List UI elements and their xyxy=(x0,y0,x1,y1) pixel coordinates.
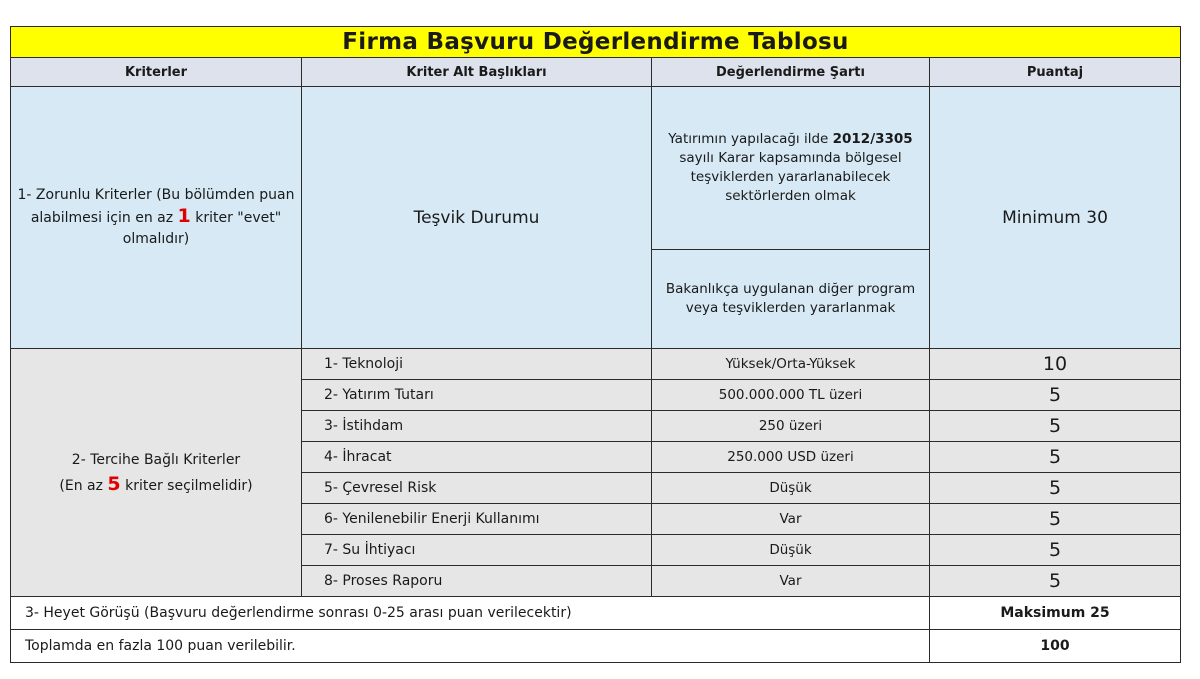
criterion-score: 5 xyxy=(930,504,1181,535)
criterion-name: 8- Proses Raporu xyxy=(302,566,652,597)
criterion-name: 6- Yenilenebilir Enerji Kullanımı xyxy=(302,504,652,535)
criterion-condition: Var xyxy=(652,504,930,535)
optional-criteria-cell: 2- Tercihe Bağlı Kriterler (En az 5 kriter seçilmelidir) xyxy=(11,349,302,597)
criterion-score: 5 xyxy=(930,380,1181,411)
criterion-score: 10 xyxy=(930,349,1181,380)
criterion-name: 1- Teknoloji xyxy=(302,349,652,380)
criterion-score: 5 xyxy=(930,411,1181,442)
criterion-condition: 250 üzeri xyxy=(652,411,930,442)
total-score: 100 xyxy=(930,630,1181,663)
header-criteria: Kriterler xyxy=(11,58,302,87)
criterion-score: 5 xyxy=(930,566,1181,597)
condition-regional-incentive: Yatırımın yapılacağı ilde 2012/3305 sayılı Karar kapsamında bölgesel teşviklerden yararlanabilecek sektörlerden olmak xyxy=(652,87,930,250)
criterion-condition: 500.000.000 TL üzeri xyxy=(652,380,930,411)
total-note-text: Toplamda en fazla 100 puan verilebilir. xyxy=(11,630,930,663)
incentive-status-cell: Teşvik Durumu xyxy=(302,87,652,349)
minimum-score-cell: Minimum 30 xyxy=(930,87,1181,349)
header-score: Puantaj xyxy=(930,58,1181,87)
criterion-condition: Düşük xyxy=(652,473,930,504)
criterion-condition: 250.000 USD üzeri xyxy=(652,442,930,473)
criterion-score: 5 xyxy=(930,473,1181,504)
header-condition: Değerlendirme Şartı xyxy=(652,58,930,87)
condition-other-programs: Bakanlıkça uygulanan diğer program veya teşviklerden yararlanmak xyxy=(652,250,930,349)
criterion-score: 5 xyxy=(930,442,1181,473)
criterion-name: 2- Yatırım Tutarı xyxy=(302,380,652,411)
criterion-name: 3- İstihdam xyxy=(302,411,652,442)
evaluation-table xyxy=(10,26,1181,663)
criterion-condition: Var xyxy=(652,566,930,597)
criterion-name: 5- Çevresel Risk xyxy=(302,473,652,504)
committee-opinion-text: 3- Heyet Görüşü (Başvuru değerlendirme sonrası 0-25 arası puan verilecektir) xyxy=(11,597,930,630)
decree-number: 2012/3305 xyxy=(832,131,913,147)
committee-max-score: Maksimum 25 xyxy=(930,597,1181,630)
evaluation-table-container xyxy=(10,26,1180,663)
criterion-score: 5 xyxy=(930,535,1181,566)
criterion-condition: Düşük xyxy=(652,535,930,566)
criterion-name: 4- İhracat xyxy=(302,442,652,473)
criterion-name: 7- Su İhtiyacı xyxy=(302,535,652,566)
table-title: Firma Başvuru Değerlendirme Tablosu xyxy=(11,27,1181,58)
mandatory-min-count: 1 xyxy=(177,205,191,227)
criterion-condition: Yüksek/Orta-Yüksek xyxy=(652,349,930,380)
mandatory-criteria-cell: 1- Zorunlu Kriterler (Bu bölümden puan alabilmesi için en az 1 kriter "evet" olmalıdır) xyxy=(11,87,302,349)
header-sub-titles: Kriter Alt Başlıkları xyxy=(302,58,652,87)
optional-min-count: 5 xyxy=(107,472,121,495)
